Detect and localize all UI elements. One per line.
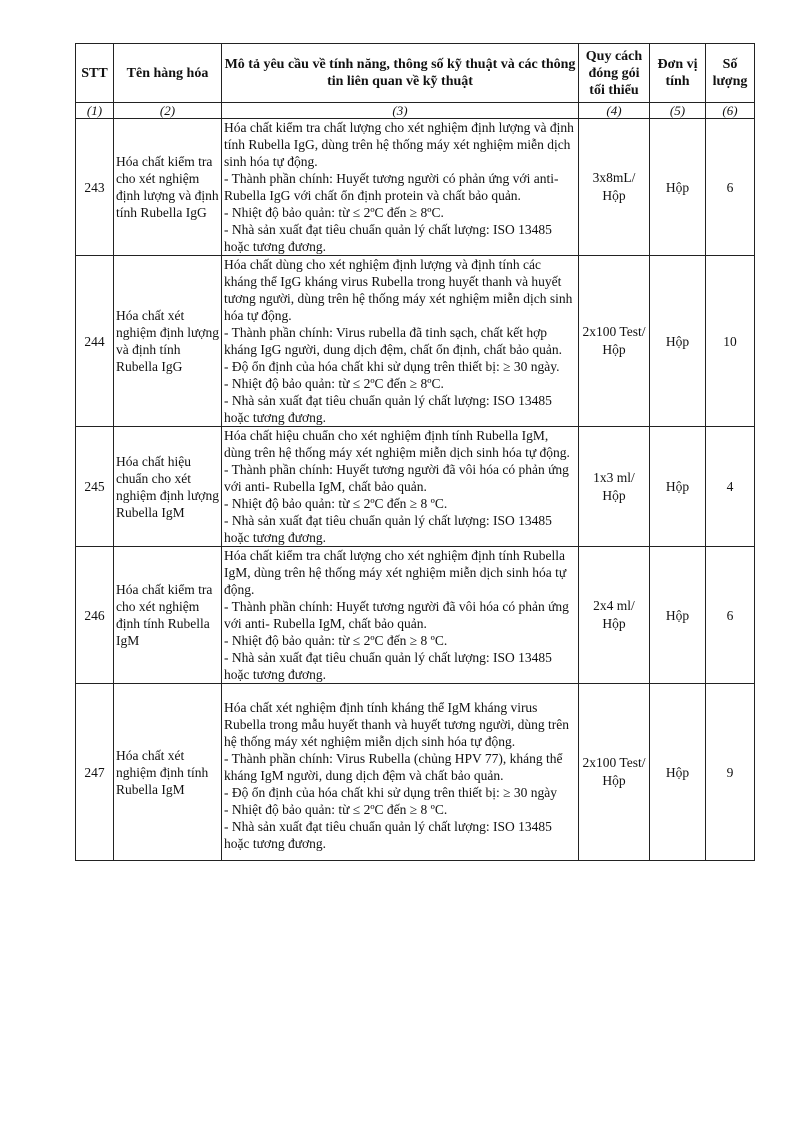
description-line: Hóa chất dùng cho xét nghiệm định lượng và định tính các kháng thể IgG kháng virus Rubella trong huyết thanh và huyết tương người, dùng trên hệ thống máy xét nghiệm miễn dịch sinh hóa tự động. [224,257,573,323]
row-stt: 247 [76,684,114,861]
row-product-name: Hóa chất hiệu chuẩn cho xét nghiệm định lượng Rubella IgM [114,427,222,547]
description-line: - Nhà sản xuất đạt tiêu chuẩn quản lý chất lượng: ISO 13485 hoặc tương đương. [224,222,552,254]
description-line: - Thành phần chính: Huyết tương người đã vôi hóa có phản ứng với anti- Rubella IgM, chất bảo quản. [224,462,569,494]
column-number-row [76,103,755,119]
table-row [76,547,755,684]
header-packaging: Quy cách đóng gói tối thiểu [579,44,650,103]
description-line: - Thành phần chính: Huyết tương người có phản ứng với anti-Rubella IgG với chất ổn định protein và chất bảo quản. [224,171,559,203]
row-description [222,119,579,256]
row-quantity: 6 [706,547,755,684]
row-description [222,256,579,427]
description-line: - Nhà sản xuất đạt tiêu chuẩn quản lý chất lượng: ISO 13485 hoặc tương đương. [224,650,552,682]
row-product-name: Hóa chất xét nghiệm định lượng và định tính Rubella IgG [114,256,222,427]
header-row [76,44,755,103]
description-line: Hóa chất kiểm tra chất lượng cho xét nghiệm định tính Rubella IgM, dùng trên hệ thống máy xét nghiệm miễn dịch sinh hóa tự động. [224,548,567,597]
row-unit: Hộp [650,427,706,547]
description-line: - Nhiệt độ bảo quản: từ ≤ 2ºC đến ≥ 8 ºC. [224,802,448,817]
description-line: - Nhà sản xuất đạt tiêu chuẩn quản lý chất lượng: ISO 13485 hoặc tương đương. [224,819,552,851]
row-packaging: 2x4 ml/ Hộp [579,547,650,684]
description-line: Hóa chất xét nghiệm định tính kháng thể IgM kháng virus Rubella trong mẫu huyết thanh và huyết tương người, dùng trên hệ thống máy xét nghiệm miễn dịch sinh hóa tự động. [224,700,569,749]
description-line: Hóa chất hiệu chuẩn cho xét nghiệm định tính Rubella IgM, dùng trên hệ thống máy xét nghiệm miễn dịch sinh hóa tự động. [224,428,570,460]
column-number: (5) [650,103,706,119]
description-line: - Thành phần chính: Huyết tương người đã vôi hóa có phản ứng với anti- Rubella IgM, chất bảo quản. [224,599,569,631]
row-stt: 246 [76,547,114,684]
description-line: - Nhiệt độ bảo quản: từ ≤ 2ºC đến ≥ 8ºC. [224,205,444,220]
column-number: (6) [706,103,755,119]
column-number: (2) [114,103,222,119]
row-stt: 245 [76,427,114,547]
description-line: - Nhà sản xuất đạt tiêu chuẩn quản lý chất lượng: ISO 13485 hoặc tương đương. [224,393,552,425]
row-description [222,427,579,547]
column-number: (1) [76,103,114,119]
row-description [222,684,579,861]
row-unit: Hộp [650,256,706,427]
description-line: - Nhiệt độ bảo quản: từ ≤ 2ºC đến ≥ 8 ºC. [224,496,448,511]
row-unit: Hộp [650,547,706,684]
column-number: (4) [579,103,650,119]
header-description: Mô tả yêu cầu về tính năng, thông số kỹ thuật và các thông tin liên quan về kỹ thuật [222,44,579,103]
description-line: - Nhiệt độ bảo quản: từ ≤ 2ºC đến ≥ 8ºC. [224,376,444,391]
table-row [76,256,755,427]
description-line: - Thành phần chính: Virus rubella đã tinh sạch, chất kết hợp kháng IgG người, dung dịch đệm, chất ổn định, chất bảo quản. [224,325,563,357]
column-number: (3) [222,103,579,119]
row-packaging: 2x100 Test/ Hộp [579,256,650,427]
table-row [76,684,755,861]
row-packaging: 2x100 Test/ Hộp [579,684,650,861]
row-stt: 244 [76,256,114,427]
description-line: - Nhà sản xuất đạt tiêu chuẩn quản lý chất lượng: ISO 13485 hoặc tương đương. [224,513,552,545]
row-product-name: Hóa chất kiểm tra cho xét nghiệm định tính Rubella IgM [114,547,222,684]
row-packaging: 3x8mL/ Hộp [579,119,650,256]
header-name: Tên hàng hóa [114,44,222,103]
row-description [222,547,579,684]
description-line: Hóa chất kiểm tra chất lượng cho xét nghiệm định lượng và định tính Rubella IgG, dùng trên hệ thống máy xét nghiệm miễn dịch sinh hóa tự động. [224,120,574,169]
description-line: - Độ ổn định của hóa chất khi sử dụng trên thiết bị: ≥ 30 ngày. [224,359,560,374]
row-quantity: 9 [706,684,755,861]
description-line: - Nhiệt độ bảo quản: từ ≤ 2ºC đến ≥ 8 ºC. [224,633,448,648]
row-packaging: 1x3 ml/ Hộp [579,427,650,547]
header-unit: Đơn vị tính [650,44,706,103]
row-quantity: 4 [706,427,755,547]
table-row [76,427,755,547]
row-quantity: 10 [706,256,755,427]
specification-table [75,43,755,861]
header-quantity: Số lượng [706,44,755,103]
row-unit: Hộp [650,684,706,861]
row-quantity: 6 [706,119,755,256]
row-unit: Hộp [650,119,706,256]
table-row [76,119,755,256]
description-line: - Độ ổn định của hóa chất khi sử dụng trên thiết bị: ≥ 30 ngày [224,785,558,800]
row-product-name: Hóa chất kiểm tra cho xét nghiệm định lượng và định tính Rubella IgG [114,119,222,256]
description-line: - Thành phần chính: Virus Rubella (chủng HPV 77), kháng thể kháng IgM người, dung dịch đệm và chất bảo quản. [224,751,563,783]
row-product-name: Hóa chất xét nghiệm định tính Rubella IgM [114,684,222,861]
header-stt: STT [76,44,114,103]
row-stt: 243 [76,119,114,256]
